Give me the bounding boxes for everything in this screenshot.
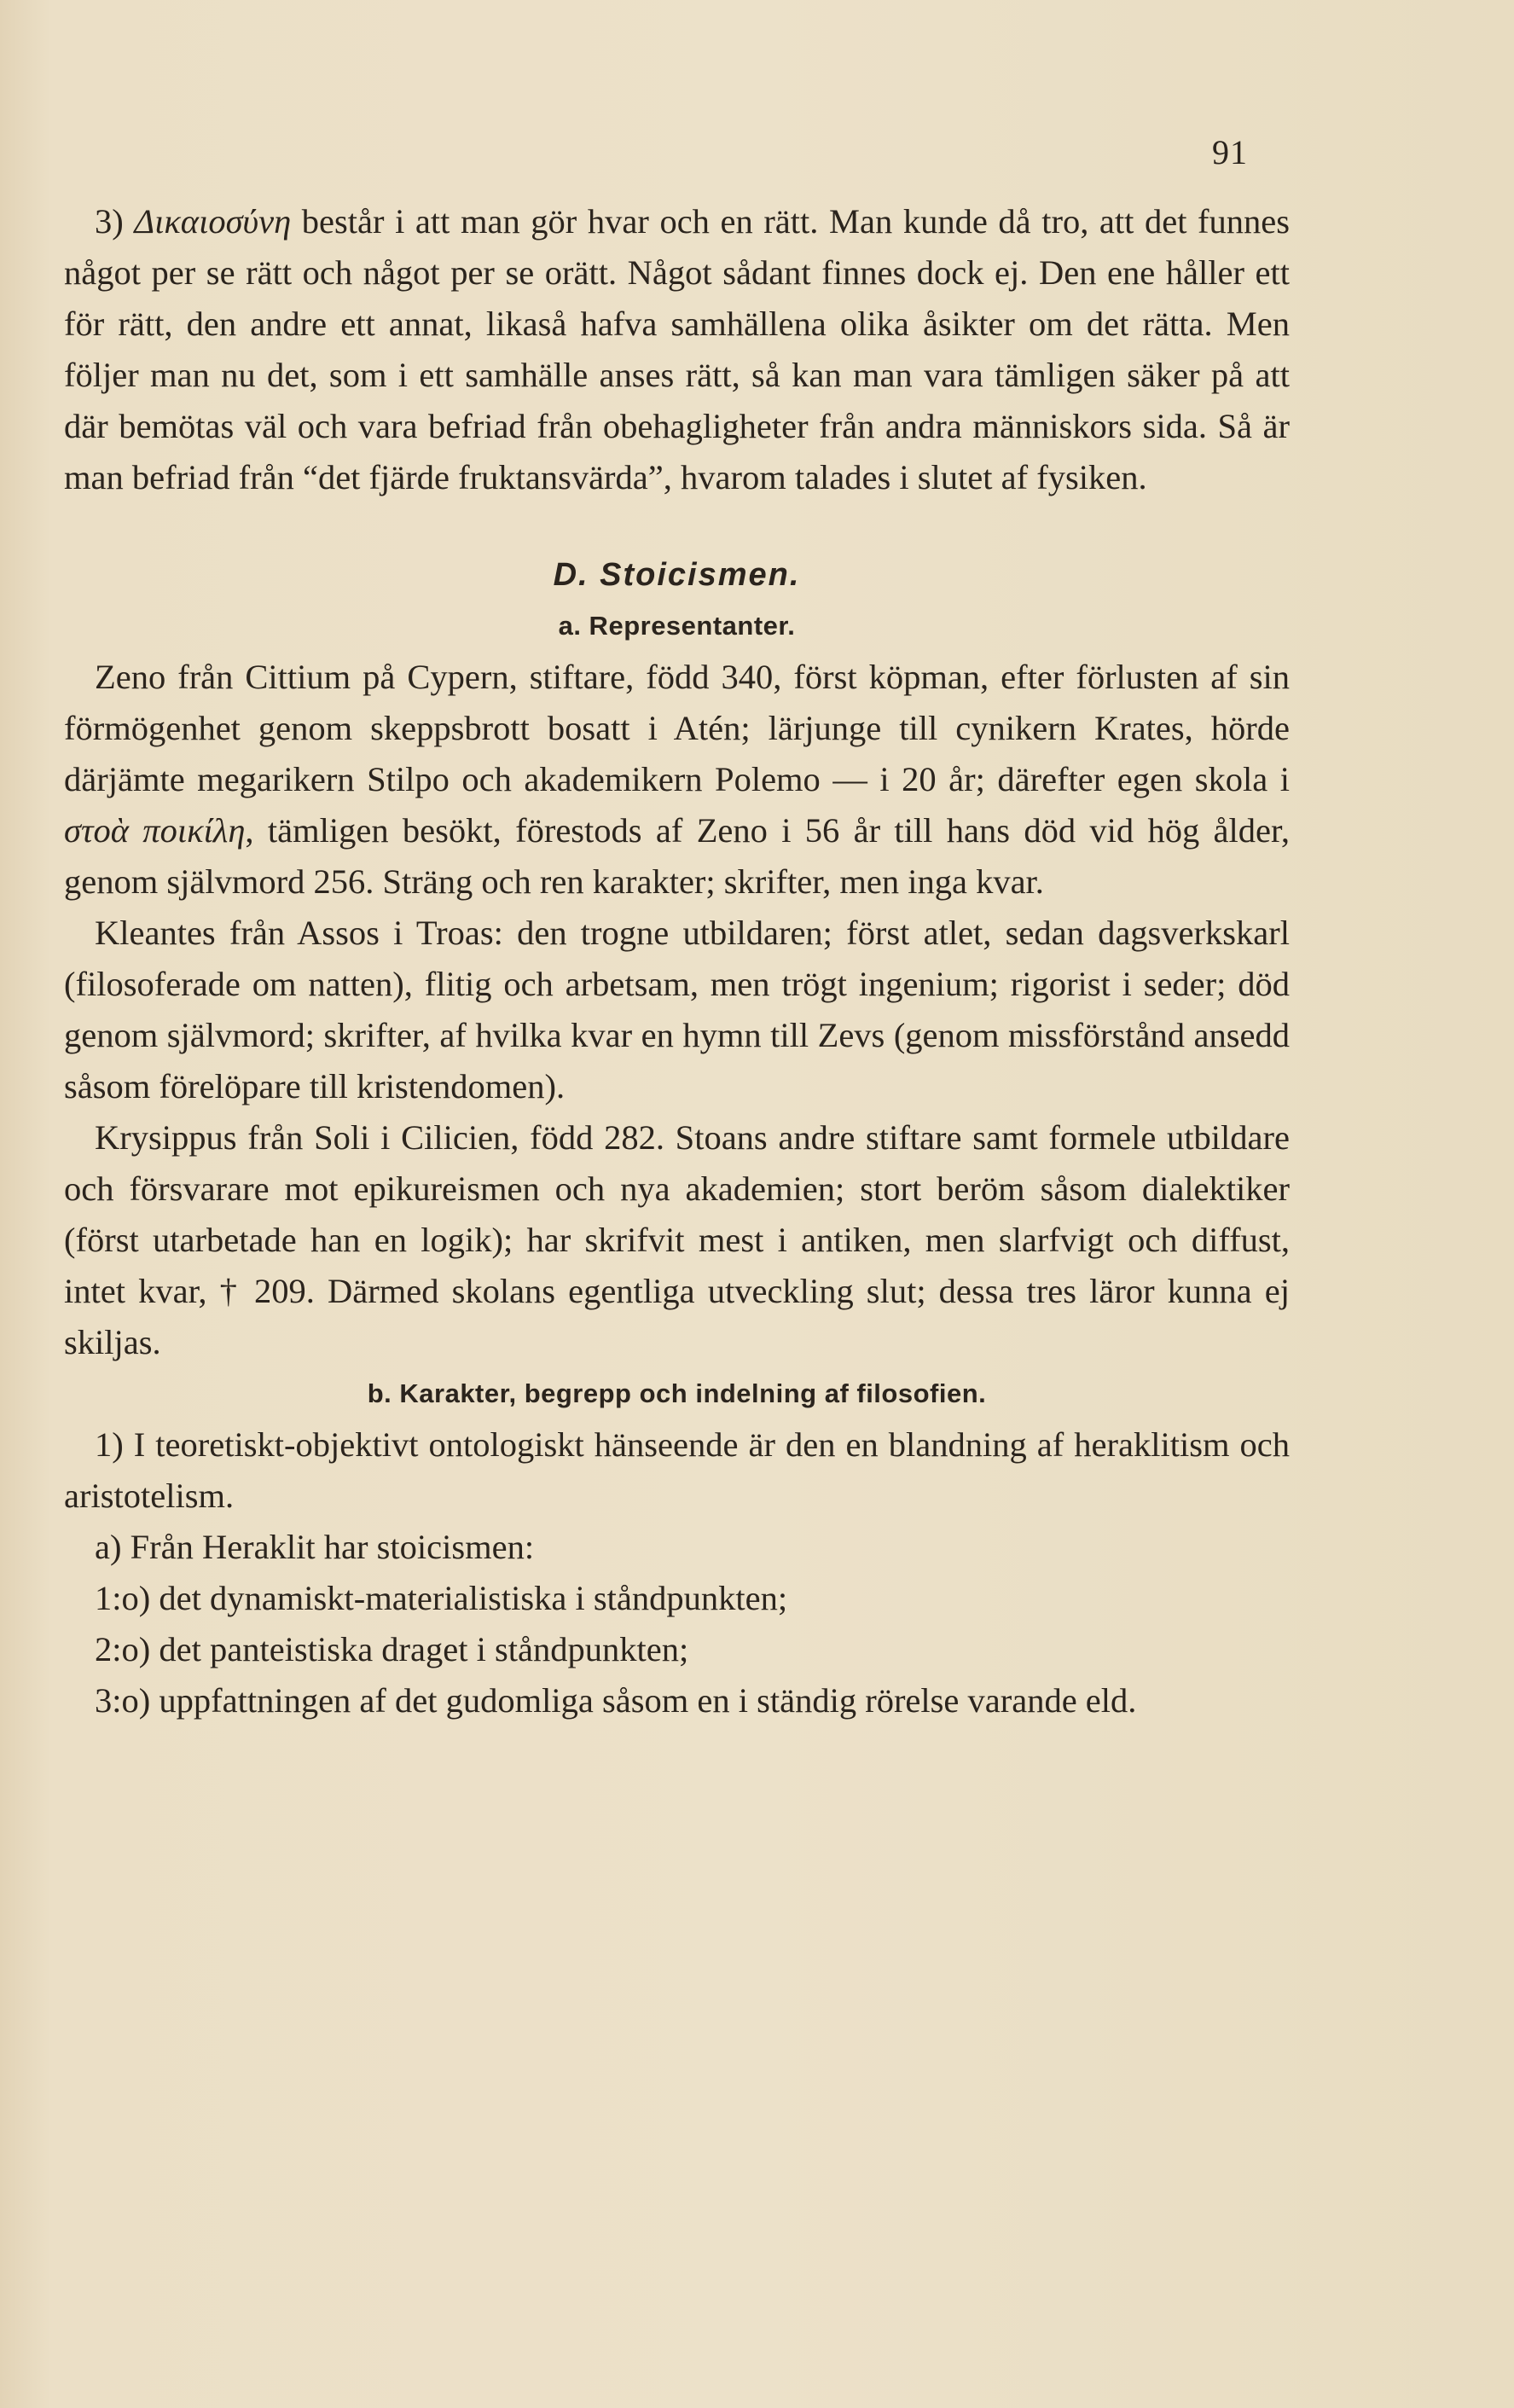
list-item: 2:o) det panteistiska draget i ståndpunkten; bbox=[95, 1630, 689, 1668]
zeno-greek: στοὰ ποικίλη bbox=[64, 811, 246, 850]
page-text bbox=[64, 196, 1290, 1726]
list-item: 1:o) det dynamiskt-materialistiska i ståndpunkten; bbox=[95, 1579, 788, 1617]
zeno-paragraph bbox=[64, 652, 1290, 908]
zeno-text-post: , tämligen besökt, förestods af Zeno i 56 år till hans död vid hög ålder, genom självmord 256. Sträng och ren karakter; skrifter, men inga kvar. bbox=[64, 811, 1290, 901]
intro-paragraph bbox=[64, 196, 1290, 503]
kleantes-paragraph: Kleantes från Assos i Troas: den trogne utbildaren; först atlet, sedan dagsverkskarl (filosoferade om natten), flitig och arbetsam, men trögt ingenium; rigorist i seder; död genom självmord; skrifter, af hvilka kvar en hymn till Zevs (genom missförstånd ansedd såsom förelöpare till kristendomen). bbox=[64, 914, 1290, 1105]
subsection-heading-b: b. Karakter, begrepp och indelning af filosofien. bbox=[367, 1378, 987, 1408]
zeno-text-pre: Zeno från Cittium på Cypern, stiftare, född 340, först köpman, efter förlusten af sin förmögenhet genom skeppsbrott bosatt i Atén; lärjunge till cynikern Krates, hörde därjämte megarikern Stilpo och akademikern Polemo — i 20 år; därefter egen skola i bbox=[64, 658, 1290, 798]
character-paragraph-2: a) Från Heraklit har stoicismen: bbox=[95, 1528, 535, 1566]
section-heading: D. Stoicismen. bbox=[553, 557, 801, 593]
greek-term: Δικαιοσύνη bbox=[134, 202, 292, 241]
krysippus-paragraph: Krysippus från Soli i Cilicien, född 282. Stoans andre stiftare samt formele utbildare och försvarare mot epikureismen och nya akademien; stort beröm såsom dialektiker (först utarbetade han en logik); har skrifvit mest i antiken, men slarfvigt och diffust, intet kvar, † 209. Därmed skolans egentliga utveckling slut; dessa tres läror kunna ej skiljas. bbox=[64, 1118, 1290, 1361]
intro-text: består i att man gör hvar och en rätt. Man kunde då tro, att det funnes något per se rätt och något per se orätt. Något sådant finnes dock ej. Den ene håller ett för rätt, den andre ett annat, likaså hafva samhällena olika åsikter om det rätta. Men följer man nu det, som i ett samhälle anses rätt, så kan man vara tämligen säker på att där bemötas väl och vara befriad från obehagligheter från andra människors sida. Så är man befriad från “det fjärde fruktansvärda”, hvarom talades i slutet af fysiken. bbox=[64, 202, 1291, 496]
subsection-heading-a: a. Representanter. bbox=[558, 611, 796, 641]
page-number: 91 bbox=[1212, 133, 1248, 171]
intro-number: 3) bbox=[95, 202, 124, 241]
character-paragraph-1: 1) I teoretiskt-objektivt ontologiskt hänseende är den en blandning af heraklitism och aristotelism. bbox=[64, 1425, 1290, 1515]
list-item: 3:o) uppfattningen af det gudomliga såsom en i ständig rörelse varande eld. bbox=[95, 1681, 1137, 1720]
